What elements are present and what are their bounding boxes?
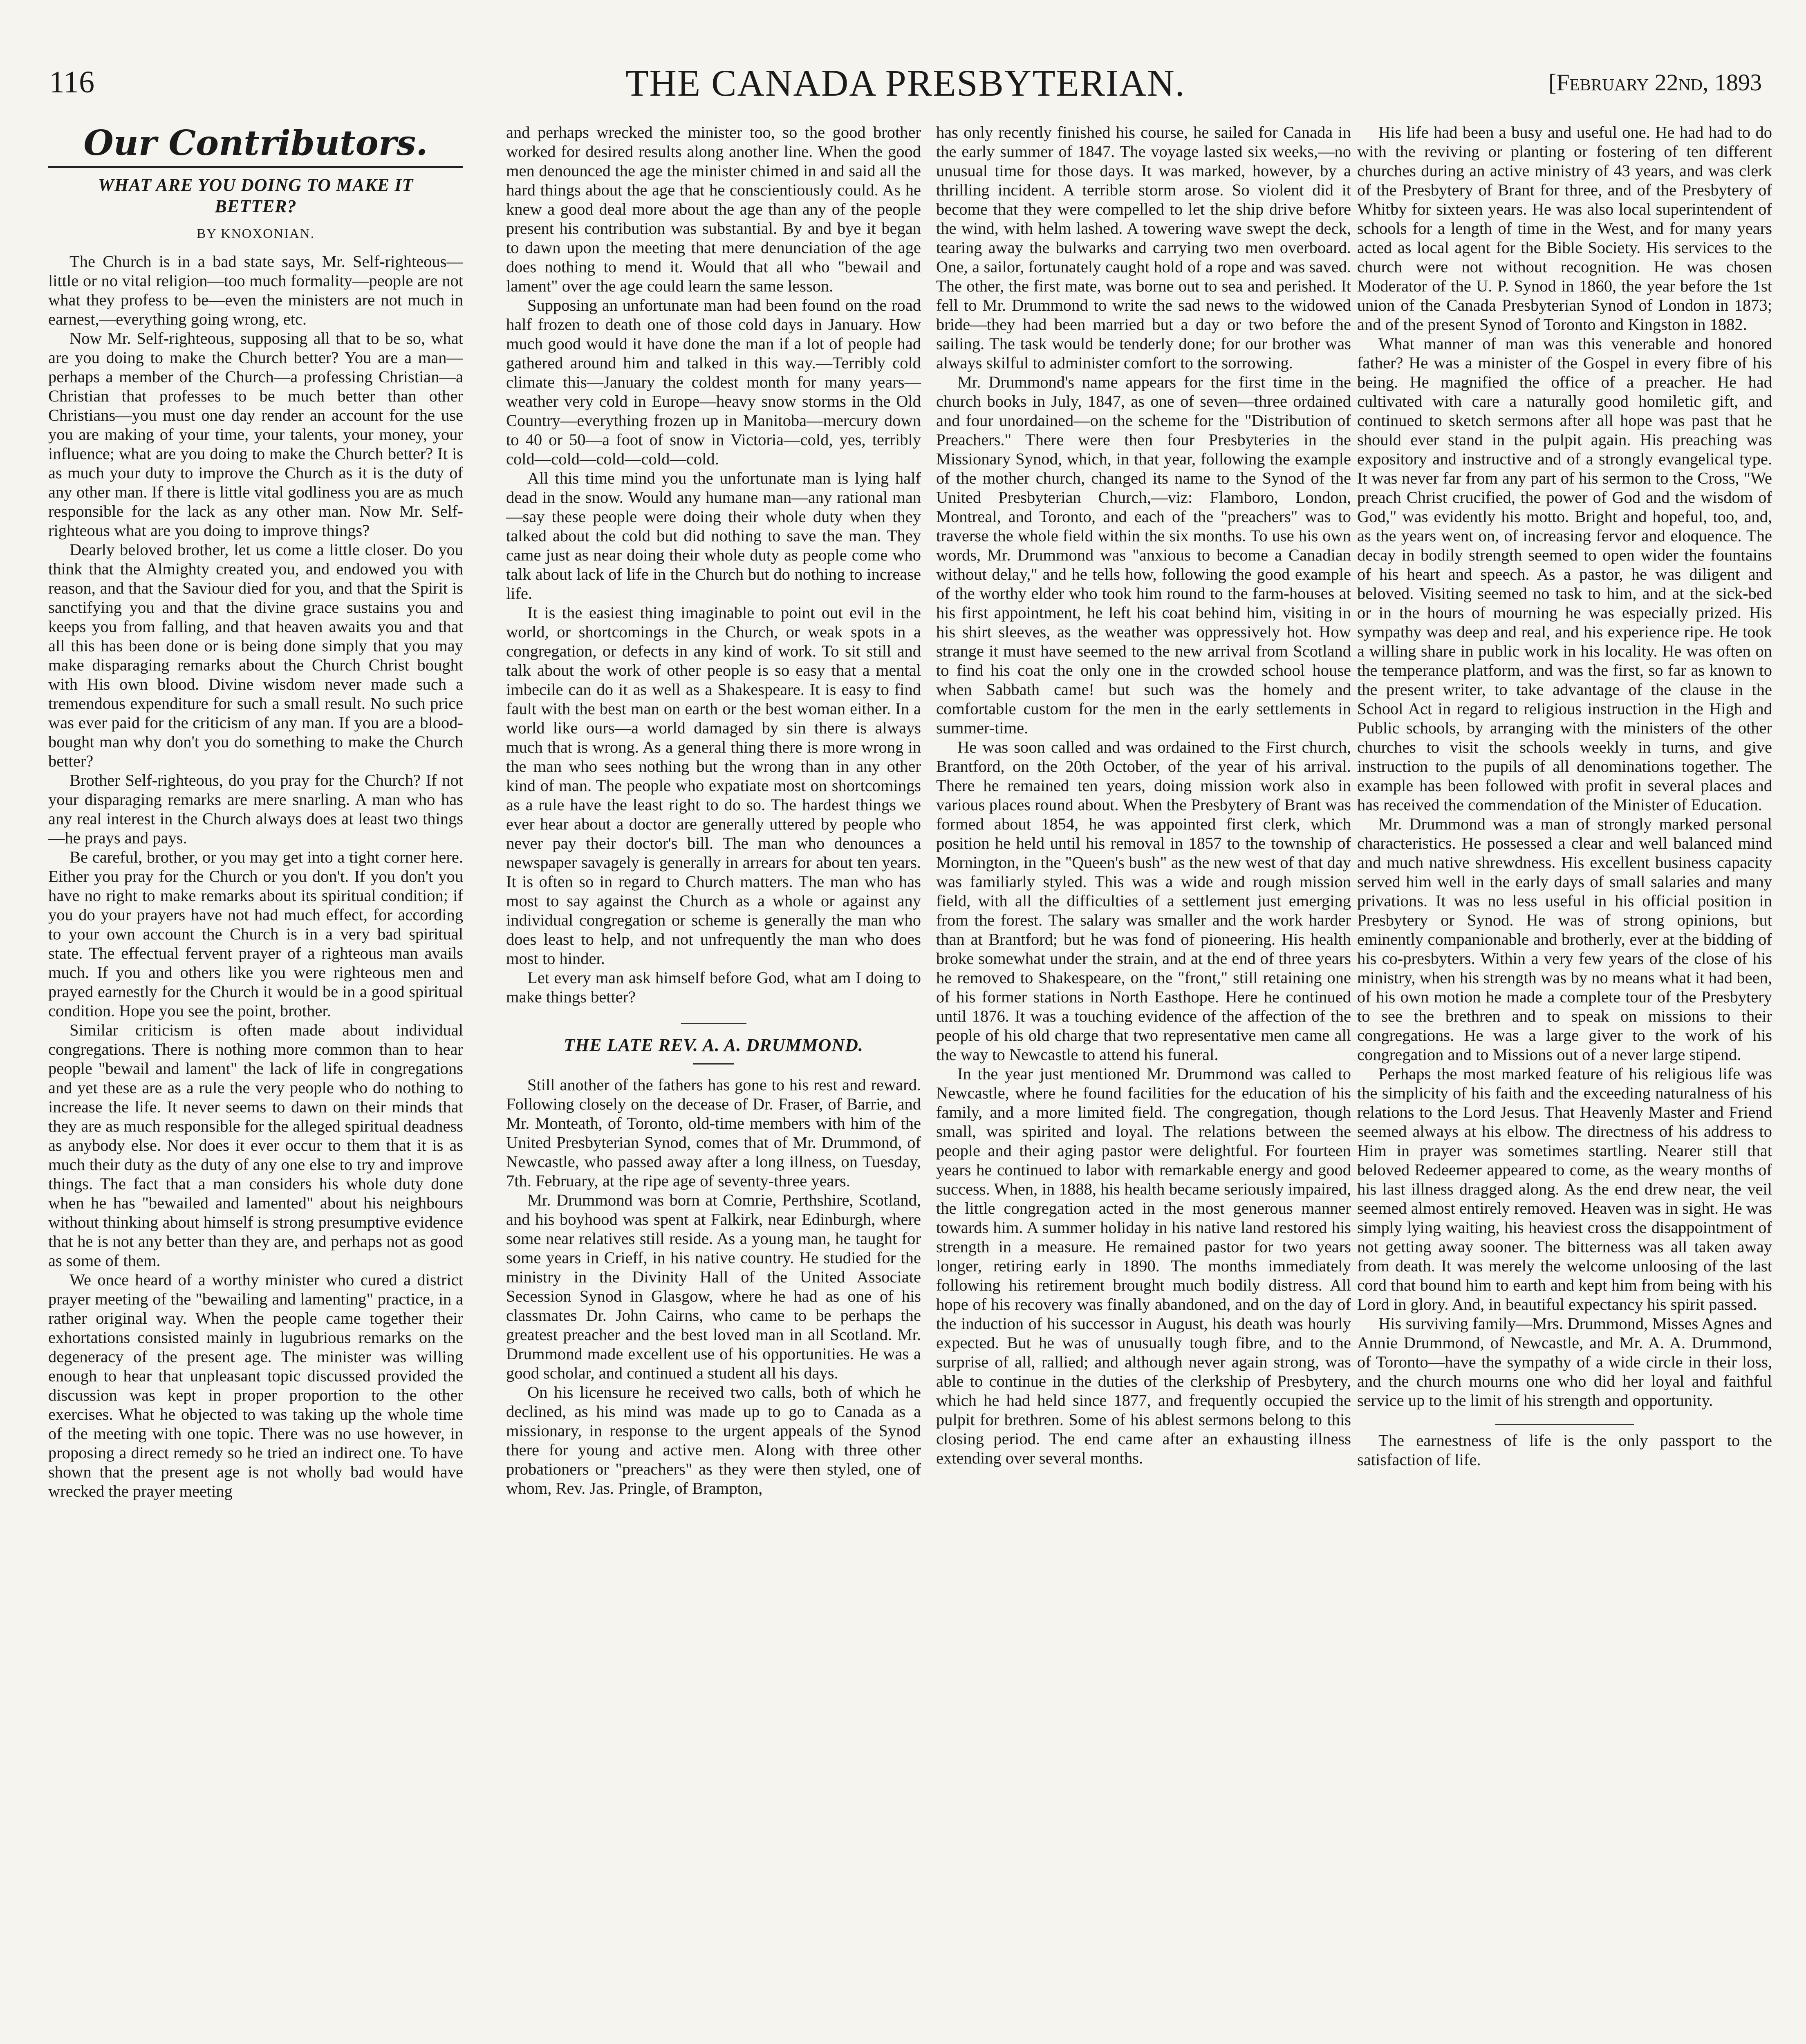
- section-rule: [48, 166, 463, 168]
- paragraph: What manner of man was this venerable and honored father? He was a minister of the Gospel in every fibre of his being. He magnified the office of a preacher. He had cultivated with care a naturally good homiletic gift, and continued to sketch sermons after all hope was past that he should ever stand in the pulpit again. His preaching was expository and instructive and of a strongly evangelical type. It was never far from any part of his sermon to the Cross, "We preach Christ crucified, the power of God and the wisdom of God," was evidently his motto. Bright and hopeful, too, and, as the years went on, of increasing fervor and eloquence. The decay in bodily strength seemed to open wider the fountains of his heart and speech. As a pastor, he was diligent and beloved. Visiting seemed no task to him, and at the sick-bed or in the hours of mourning he was especially prized. His sympathy was deep and real, and his experience ripe. He took a willing share in public work in his locality. He was often on the temperance platform, and was the first, so far as known to the present writer, to take advantage of the clause in the School Act in regard to religious instruction in the High and Public schools, by arranging with the ministers of the other churches to visit the schools weekly in turns, and give instruction to the pupils of all denominations together. The example has been followed with profit in several places and has received the commendation of the Minister of Education.: [1357, 334, 1772, 814]
- article-divider: [681, 1023, 746, 1024]
- paragraph: It is the easiest thing imaginable to point out evil in the world, or shortcomings in the Church, or weak spots in a congregation, or defects in any kind of work. To sit still and talk about the work of other people is so easy that a mental imbecile can do it as well as a Shakespeare. It is easy to find fault with the best man on earth or the best woman either. In a world like ours—a world damaged by sin there is always much that is wrong. As a general thing there is more wrong in the man who sees nothing but the wrong than in any other kind of man. The people who expatiate most on shortcomings as a rule have the least right to do so. The hardest things we ever hear about a doctor are generally uttered by people who never pay their doctor's bill. The man who denounces a newspaper savagely is generally in arrears for about ten years. It is often so in regard to Church matters. The man who has most to say against the Church as a whole or against any individual congregation or scheme is generally the man who does least to help, and not unfrequently the man who does most to hinder.: [506, 603, 921, 968]
- paragraph: We once heard of a worthy minister who cured a district prayer meeting of the "bewailing and lamenting" practice, in a rather original way. When the people came together their exhortations consisted mainly in lugubrious remarks on the degeneracy of the present age. The minister was willing enough to hear that unpleasant topic discussed provided the discussion was kept in proper proportion to the other exercises. What he objected to was taking up the whole time of the meeting with one topic. There was no use however, in proposing a direct remedy so he tried an indirect one. To have shown that the present age is not wholly bad would have wrecked the prayer meeting: [48, 1271, 463, 1500]
- paragraph: Mr. Drummond's name appears for the first time in the church books in July, 1847, as one of seven—three ordained and four unordained—on the scheme for the "Distribution of Preachers." There were then four Presbyteries in the Missionary Synod, which, in that year, following the example of the mother church, changed its name to the Synod of the United Presbyterian Church,—viz: Flamboro, London, Montreal, and Toronto, and each of the "preachers" was to traverse the whole field within the six months. To use his own words, Mr. Drummond was "anxious to become a Canadian without delay," and he tells how, following the good example of the worthy elder who took him round to the farm-houses at his first appointment, he left his coat behind him, visiting in his shirt sleeves, as the weather was oppressively hot. How strange it must have seemed to the new arrival from Scotland to find his coat the only one in the crowded school house when Sabbath came! but such was the homely and comfortable custom for the men in the early settlements in summer-time.: [936, 373, 1351, 737]
- paragraph: Mr. Drummond was born at Comrie, Perthshire, Scotland, and his boyhood was spent at Falkirk, near Edinburgh, where some near relatives still reside. As a young man, he taught for some years in Crieff, in his native country. He studied for the ministry in the Divinity Hall of the United Associate Secession Synod in Glasgow, where he had as one of his classmates Dr. John Cairns, who came to be perhaps the greatest preacher and the best loved man in all Scotland. Mr. Drummond made excellent use of his opportunities. He was a good scholar, and continued a student all his days.: [506, 1191, 921, 1382]
- paragraph: In the year just mentioned Mr. Drummond was called to Newcastle, where he found facilities for the education of his family, and a more limited field. The congregation, though small, was spirited and loyal. The relations between the people and their aging pastor were delightful. For fourteen years he continued to labor with remarkable energy and good success. When, in 1888, his health became seriously impaired, the little congregation acted in the most generous manner towards him. A summer holiday in his native land restored his strength in a measure. He remained pastor for two years longer, retiring early in 1890. The months immediately following his retirement brought much bodily distress. All hope of his recovery was finally abandoned, and on the day of the induction of his successor in August, his death was hourly expected. But he was of unusually tough fibre, and to the surprise of all, rallied; and although never again strong, was able to continue in the duties of the clerkship of Presbytery, which he had held since 1877, and frequently occupied the pulpit for brethren. Some of his ablest sermons belong to this closing period. The end came after an exhausting illness extending over several months.: [936, 1065, 1351, 1467]
- article-title: WHAT ARE YOU DOING TO MAKE IT BETTER?: [98, 175, 414, 216]
- paragraph: His life had been a busy and useful one. He had had to do with the reviving or planting or fostering of ten different churches during an active ministry of 43 years, and was clerk of the Presbytery of Brant for three, and of the Presbytery of Whitby for sixteen years. He was also local superintendent of schools for a length of time in the West, and for many years acted as local agent for the Bible Society. His services to the church were not without recognition. He was chosen Moderator of the U. P. Synod in 1860, the year before the 1st union of the Canada Presbyterian Synod of London in 1873; and of the present Synod of Toronto and Kingston in 1882.: [1357, 123, 1772, 334]
- closing-text: The earnestness of life is the only passport to the satisfaction of life.: [1357, 1431, 1772, 1469]
- paragraph: He was soon called and was ordained to the First church, Brantford, on the 20th October, of the year of his arrival. There he remained ten years, doing mission work also in various places round about. When the Presbytery of Brant was formed about 1854, he was appointed first clerk, which position he held until his removal in 1857 to the township of Mornington, in the "Queen's bush" as the new west of that day was familiarly styled. This was a wide and rough mission field, with all the difficulties of a settlement just emerging from the forest. The salary was smaller and the work harder than at Brantford; but he was fond of pioneering. His health broke somewhat under the strain, and at the end of three years he removed to Shakespeare, on the "front," still retaining one of his former stations in North Easthope. Here he continued until 1876. It was a touching evidence of the affection of the people of his old charge that two representative men came all the way to Newcastle to attend his funeral.: [936, 738, 1351, 1064]
- paragraph: Now Mr. Self-righteous, supposing all that to be so, what are you doing to make the Church better? You are a man—perhaps a member of the Church—a professing Christian—a Christian that professes to be much better than other Christians—you must one day render an account for the use you are making of your time, your talents, your money, your influence; what are you doing to make the Church better? It is as much your duty to improve the Church as it is the duty of any other man. If there is little vital godliness you are as much responsible for the lack as any other man. Now Mr. Self-righteous what are you doing to improve things?: [48, 329, 463, 540]
- article-divider: [693, 1063, 734, 1065]
- paragraph: Brother Self-righteous, do you pray for the Church? If not your disparaging remarks are mere snarling. A man who has any real interest in the Church always does at least two things—he prays and pays.: [48, 771, 463, 847]
- column-2: [506, 123, 921, 2044]
- paragraph: Dearly beloved brother, let us come a little closer. Do you think that the Almighty created you, and endowed you with reason, and that the Saviour died for you, and that the Spirit is sanctifying you and that the divine grace sustains you and keeps you from falling, and that heaven awaits you and that all this has been done or is being done simply that you may make disparaging remarks about the Church Christ bought with His own blood. Divine wisdom never made such a tremendous expenditure for such a small result. No such price was ever paid for the criticism of any man. If you are a blood-bought man why don't you do something to make the Church better?: [48, 540, 463, 770]
- page-number: 116: [49, 65, 95, 99]
- closing-divider: [1495, 1424, 1634, 1425]
- section-title: Our Contributors.: [83, 123, 428, 163]
- column-1: [48, 123, 463, 2044]
- paragraph: Be careful, brother, or you may get into a tight corner here. Either you pray for the Church or you don't. If you don't you have no right to make remarks about its spiritual condition; if you do your prayers have not had much effect, for according to your own account the Church is in a very bad spiritual state. The effectual fervent prayer of a righteous man avails much. If you and others like you were righteous men and prayed earnestly for the Church it would be in a good spiritual condition. Hope you see the point, brother.: [48, 848, 463, 1020]
- article-byline: BY KNOXONIAN.: [197, 226, 315, 241]
- article-title: THE LATE REV. A. A. DRUMMOND.: [564, 1035, 863, 1055]
- paragraph: Still another of the fathers has gone to his rest and reward. Following closely on the decease of Dr. Fraser, of Barrie, and Mr. Monteath, of Toronto, old-time members with him of the United Presbyterian Synod, comes that of Mr. Drummond, of Newcastle, who passed away after a long illness, on Tuesday, 7th. February, at the ripe age of seventy-three years.: [506, 1076, 921, 1190]
- paragraph: His surviving family—Mrs. Drummond, Misses Agnes and Annie Drummond, of Newcastle, and Mr. A. A. Drummond, of Toronto—have the sympathy of a wide circle in their loss, and the church mourns one who did her loyal and faithful service up to the limit of his strength and opportunity.: [1357, 1314, 1772, 1410]
- column-4: [1357, 123, 1772, 2044]
- issue-date: [February 22nd, 1893: [1548, 69, 1762, 96]
- paragraph: Similar criticism is often made about individual congregations. There is nothing more common than to hear people "bewail and lament" the lack of life in congregations and yet these are as a rule the very people who do nothing to increase the life. It never seems to dawn on their minds that they are as much responsible for the alleged spiritual deadness as anybody else. Nor does it ever occur to them that it is as much their duty as the duty of any one else to try and improve things. The fact that a man considers his whole duty done when he has "bewailed and lamented" about his neighbours without thinking about himself is strong presumptive evidence that he is not any better than they are, and perhaps not as good as some of them.: [48, 1021, 463, 1270]
- paragraph: On his licensure he received two calls, both of which he declined, as his mind was made up to go to Canada as a missionary, in response to the urgent appeals of the Synod there for young and active men. Along with three other probationers or "preachers" as they were then styled, one of whom, Rev. Jas. Pringle, of Brampton,: [506, 1383, 921, 1497]
- paragraph: Mr. Drummond was a man of strongly marked personal characteristics. He possessed a clear and well balanced mind and much native shrewdness. His excellent business capacity served him well in the early days of small salaries and many privations. It was no less useful in his official position in Presbytery or Synod. He was of strong opinions, but eminently companionable and brotherly, ever at the bidding of his co-presbyters. Within a very few years of the close of his ministry, when his strength was by no means what it had been, of his own motion he made a complete tour of the Presbytery to see the brethren and to speak on missions to their congregations. He was a large giver to the work of his congregation and to Missions out of a never large stipend.: [1357, 815, 1772, 1064]
- paragraph: Let every man ask himself before God, what am I doing to make things better?: [506, 968, 921, 1006]
- newspaper-title: THE CANADA PRESBYTERIAN.: [625, 62, 1185, 104]
- masthead: [49, 61, 1762, 106]
- paragraph: All this time mind you the unfortunate man is lying half dead in the snow. Would any humane man—any rational man—say these people were doing their whole duty when they talked about the cold but did nothing to save the man. They came just as near doing their whole duty as people come who talk about lack of life in the Church but do nothing to increase life.: [506, 469, 921, 603]
- paragraph: and perhaps wrecked the minister too, so the good brother worked for desired results along another line. When the good men denounced the age the minister chimed in and said all the hard things about the age that he conscientiously could. As he knew a good deal more about the age than any of the people present his contribution was substantial. By and bye it began to dawn upon the meeting that mere denunciation of the age does nothing to mend it. Would that all who "bewail and lament" over the age could learn the same lesson.: [506, 123, 921, 295]
- paragraph: Perhaps the most marked feature of his religious life was the simplicity of his faith and the exceeding naturalness of his relations to the Lord Jesus. That Heavenly Master and Friend seemed always at his elbow. The directness of his address to Him in prayer was sometimes startling. Nearer still that beloved Redeemer appeared to come, as the weary months of his last illness dragged along. As the end drew near, the veil seemed almost entirely removed. Heaven was in sight. He was simply lying waiting, his heaviest cross the disappointment of not getting away sooner. The bitterness was all taken away from death. It was merely the welcome unloosing of the last cord that bound him to earth and kept him from being with his Lord in glory. And, in beautiful expectancy his spirit passed.: [1357, 1065, 1772, 1313]
- paragraph: has only recently finished his course, he sailed for Canada in the early summer of 1847. The voyage lasted six weeks,—no unusual time for those days. It was marked, however, by a thrilling incident. A terrible storm arose. So violent did it become that they were compelled to let the ship drive before the wind, with helm lashed. A towering wave swept the deck, tearing away the bulwarks and carrying two men overboard. One, a sailor, fortunately caught hold of a rope and was saved. The other, the first mate, was borne out to sea and perished. It fell to Mr. Drummond to write the sad news to the widowed bride—they had been married but a day or two before the sailing. The task would be tenderly done; for our brother was always skilful to administer comfort to the sorrowing.: [936, 123, 1351, 372]
- paragraph: The Church is in a bad state says, Mr. Self-righteous—little or no vital religion—too much formality—people are not what they profess to be—even the ministers are not much in earnest,—everything going wrong, etc.: [48, 252, 463, 328]
- closing-note: [1357, 1431, 1772, 1469]
- paragraph: Supposing an unfortunate man had been found on the road half frozen to death one of those cold days in January. How much good would it have done the man if a lot of people had gathered around him and talked in this way.—Terribly cold climate this—January the coldest month for many years—weather very cold in Europe—heavy snow storms in the Old Country—everything frozen up in Manitoba—mercury down to 40 or 50—a foot of snow in Victoria—cold, yes, terribly cold—cold—cold—cold—cold.: [506, 296, 921, 468]
- column-3: [936, 123, 1351, 2044]
